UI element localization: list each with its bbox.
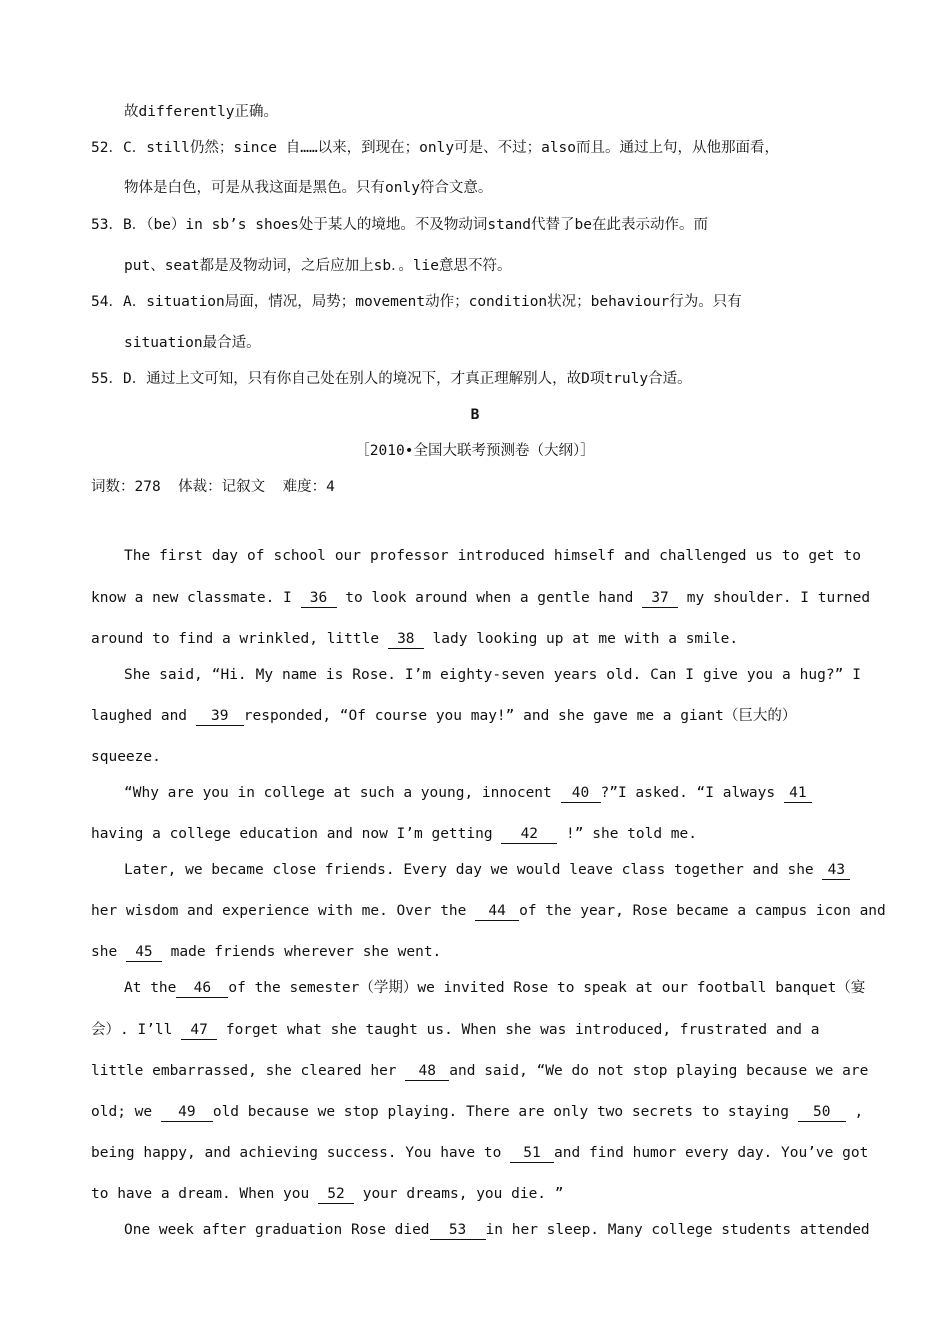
passage-text: forget what she taught us. When she was introduced, frustrated and a bbox=[217, 1022, 820, 1038]
passage-line bbox=[91, 1143, 869, 1163]
answer-line: 故differently正确。 bbox=[124, 104, 279, 120]
blank-43: 43 bbox=[822, 861, 850, 880]
blank-41: 41 bbox=[784, 784, 812, 803]
blank-53: 53 bbox=[430, 1221, 486, 1240]
passage-text: of the year, Rose became a campus icon and bbox=[519, 903, 886, 919]
passage-text: and find humor every day. You’ve got bbox=[554, 1145, 869, 1161]
passage-text: laughed and bbox=[91, 708, 196, 724]
passage-line bbox=[124, 860, 861, 880]
passage-line bbox=[91, 942, 861, 962]
passage-text: old; we bbox=[91, 1104, 161, 1120]
passage-line: squeeze. bbox=[91, 749, 161, 765]
passage-text: 会）. I’ll bbox=[91, 1022, 182, 1038]
blank-45: 45 bbox=[126, 943, 162, 962]
blank-48: 48 bbox=[405, 1062, 449, 1081]
passage-text: Later, we became close friends. Every day we would leave class together and she bbox=[124, 862, 823, 878]
blank-47: 47 bbox=[181, 1021, 217, 1040]
passage-text: of the semester（学期）we invited Rose to speak at our football banquet（宴 bbox=[228, 980, 866, 996]
passage-text: to have a dream. When you bbox=[91, 1186, 318, 1202]
passage-line: The first day of school our professor introduced himself and challenged us to get to bbox=[124, 548, 861, 564]
passage-text: “Why are you in college at such a young, innocent bbox=[124, 785, 561, 801]
passage-text: her wisdom and experience with me. Over the bbox=[91, 903, 476, 919]
passage-line bbox=[124, 783, 861, 803]
passage-line bbox=[124, 978, 866, 998]
blank-46: 46 bbox=[176, 979, 228, 998]
blank-38: 38 bbox=[388, 630, 424, 649]
blank-50: 50 bbox=[798, 1103, 846, 1122]
passage-text: and said, “We do not stop playing because we are bbox=[449, 1063, 869, 1079]
passage-line bbox=[91, 1020, 861, 1040]
answer-55: 55．D．通过上文可知，只有你自己处在别人的境况下，才真正理解别人，故D项truly合适。 bbox=[91, 371, 692, 387]
passage-line bbox=[91, 901, 886, 921]
passage-text: responded, “Of course you may!” and she gave me a giant（巨大的） bbox=[243, 708, 797, 724]
passage-line bbox=[91, 824, 861, 844]
passage-text: know a new classmate. I bbox=[91, 590, 301, 606]
passage-text: little embarrassed, she cleared her bbox=[91, 1063, 406, 1079]
passage-text: lady looking up at me with a smile. bbox=[423, 631, 739, 647]
blank-49: 49 bbox=[161, 1103, 213, 1122]
passage-line: She said, “Hi. My name is Rose. I’m eighty-seven years old. Can I give you a hug?” I bbox=[124, 667, 861, 683]
passage-text: around to find a wrinkled, little bbox=[91, 631, 388, 647]
passage-text: At the bbox=[124, 980, 177, 996]
passage-text: old because we stop playing. There are only two secrets to staying bbox=[212, 1104, 798, 1120]
blank-40: 40 bbox=[561, 784, 601, 803]
answer-52-line2: 物体是白色，可是从我这面是黑色。只有only符合文意。 bbox=[124, 180, 493, 196]
answer-53-line1: 53．B．（be）in sb’s shoes处于某人的境地。不及物动词stand代替了be在此表示动作。而 bbox=[91, 217, 708, 233]
passage-line bbox=[124, 1220, 870, 1240]
passage-line bbox=[91, 706, 861, 726]
passage-text: having a college education and now I’m getting bbox=[91, 826, 502, 842]
blank-52: 52 bbox=[318, 1185, 354, 1204]
section-letter: B bbox=[470, 407, 480, 423]
blank-37: 37 bbox=[642, 589, 678, 608]
blank-44: 44 bbox=[475, 902, 519, 921]
passage-line bbox=[91, 1184, 861, 1204]
passage-line bbox=[91, 1061, 869, 1081]
blank-51: 51 bbox=[510, 1144, 554, 1163]
blank-36: 36 bbox=[301, 589, 337, 608]
answer-53-line2: put、seat都是及物动词，之后应加上sb．。lie意思不符。 bbox=[124, 258, 512, 274]
section-source: ［2010•全国大联考预测卷（大纲）］ bbox=[355, 443, 595, 459]
passage-text: being happy, and achieving success. You have to bbox=[91, 1145, 511, 1161]
blank-42: 42 bbox=[501, 825, 557, 844]
passage-line bbox=[91, 629, 861, 649]
passage-text: in her sleep. Many college students attended bbox=[485, 1222, 870, 1238]
section-meta: 词数：278 体裁：记叙文 难度：4 bbox=[91, 479, 335, 495]
passage-text: my shoulder. I turned bbox=[678, 590, 871, 606]
passage-text: One week after graduation Rose died bbox=[124, 1222, 430, 1238]
passage-text: to look around when a gentle hand bbox=[336, 590, 643, 606]
answer-54-line2: situation最合适。 bbox=[124, 335, 261, 351]
passage-text: your dreams, you die. ” bbox=[353, 1186, 564, 1202]
passage-line bbox=[91, 1102, 864, 1122]
passage-text: made friends wherever she went. bbox=[161, 944, 442, 960]
answer-52-line1: 52．C．still仍然；since 自……以来，到现在；only可是、不过；also而且。通过上句，从他那面看， bbox=[91, 140, 780, 156]
blank-39: 39 bbox=[196, 707, 244, 726]
passage-text: ?”I asked. “I always bbox=[600, 785, 784, 801]
passage-text: , bbox=[845, 1104, 864, 1120]
passage-line bbox=[91, 588, 871, 608]
answer-54-line1: 54．A．situation局面，情况，局势；movement动作；condition状况；behaviour行为。只有 bbox=[91, 294, 742, 310]
passage-text: she bbox=[91, 944, 126, 960]
passage-text: !” she told me. bbox=[557, 826, 697, 842]
